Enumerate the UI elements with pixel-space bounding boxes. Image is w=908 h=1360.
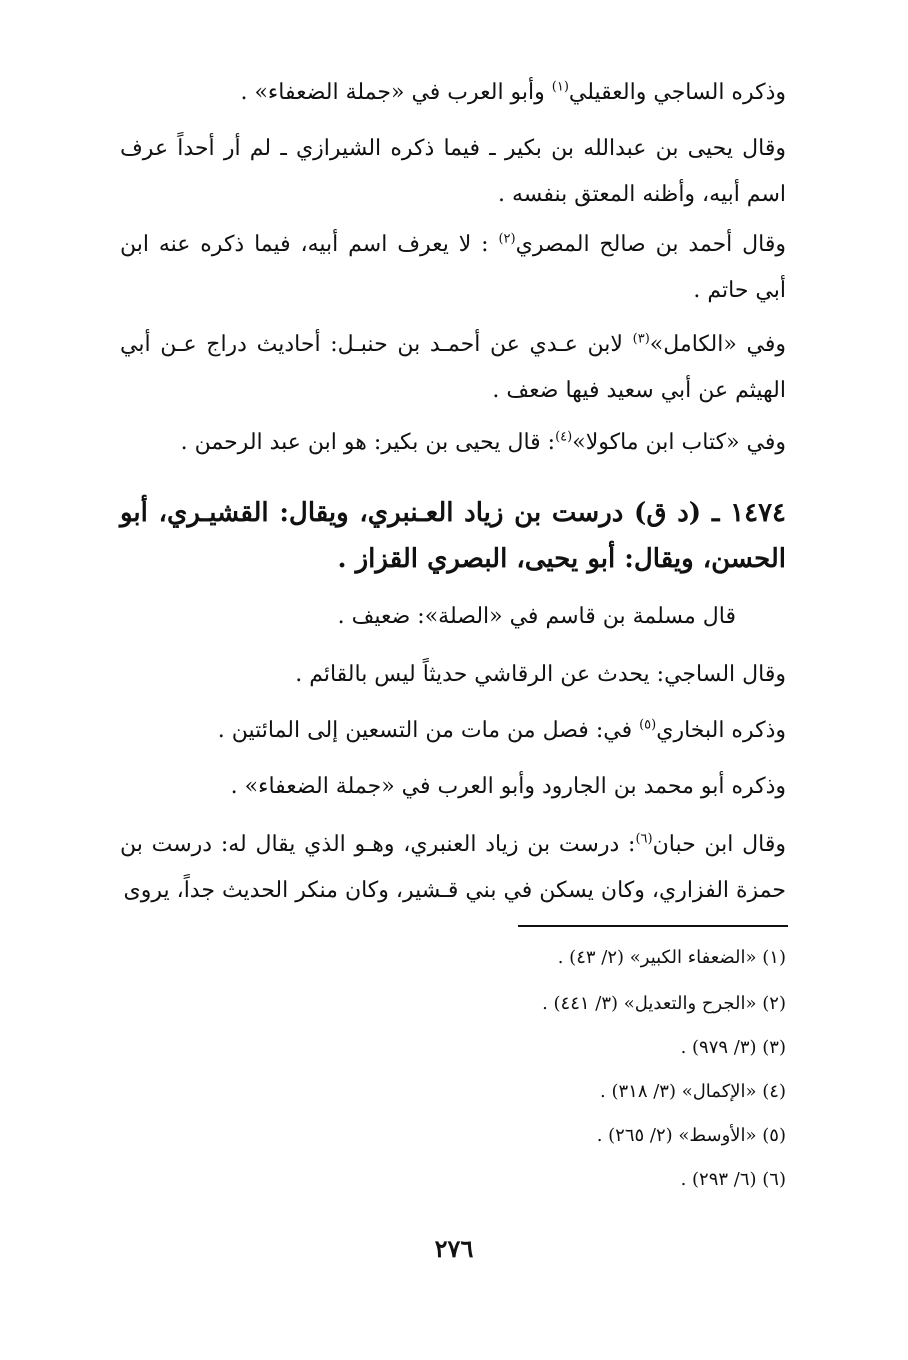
footnote-ref-6: (٦) — [635, 831, 653, 847]
footnote-4: (٤) «الإكمال» (٣/ ٣١٨) . — [600, 1081, 786, 1102]
page-number: ٢٧٦ — [434, 1234, 474, 1263]
footnote-ref-5: (٥) — [639, 717, 657, 733]
paragraph-3: وقال أحمد بن صالح المصري$^{(٢)}$ : لا يعرف اسم أبيه، فيما ذكره عنه ابن أبي حاتم . — [120, 231, 786, 303]
footnote-6: (٦) (٦/ ٢٩٣) . — [680, 1169, 786, 1190]
entry-paragraph-1: قال مسلمة بن قاسم في «الصلة»: ضعيف . — [337, 604, 736, 629]
entry-paragraph-4: وذكره أبو محمد بن الجارود وأبو العرب في «جملة الضعفاء» . — [230, 774, 786, 799]
footnote-ref-1: (١) — [551, 79, 569, 95]
footnote-separator — [518, 925, 788, 927]
footnote-1: (١) «الضعفاء الكبير» (٢/ ٤٣) . — [557, 947, 786, 968]
footnote-ref-4: (٤) — [555, 429, 573, 445]
entry-heading: ١٤٧٤ ـ (د ق) درست بن زياد العـنبري، ويقال: القشيـري، أبو الحسن، ويقال: أبو يحيى، البصري القزاز . — [120, 498, 786, 574]
footnote-ref-3: (٣) — [632, 331, 650, 347]
entry-paragraph-3: وذكره البخاري$^{(٥)}$ في: فصل من مات من التسعين إلى المائتين . — [217, 717, 786, 743]
entry-paragraph-5: وقال ابن حبان$^{(٦)}$: درست بن زياد العنبري، وهـو الذي يقال له: درست بن حمزة الفزاري، وكان يسكن في بني قـشير، وكان منكر الحديث جداً، يروى — [120, 831, 786, 903]
footnote-5: (٥) «الأوسط» (٢/ ٢٦٥) . — [596, 1125, 786, 1146]
footnote-ref-2: (٢) — [498, 231, 516, 247]
footnote-3: (٣) (٣/ ٩٧٩) . — [680, 1037, 786, 1058]
paragraph-4: وفي «الكامل»$^{(٣)}$ لابن عـدي عن أحمـد بن حنبـل: أحاديث دراج عـن أبي الهيثم عن أبي سعيد فيها ضعف . — [120, 331, 786, 403]
paragraph-1: وذكره الساجي والعقيلي$^{(١)}$ وأبو العرب في «جملة الضعفاء» . — [240, 79, 786, 105]
paragraph-2: وقال يحيى بن عبدالله بن بكير ـ فيما ذكره الشيرازي ـ لم أر أحداً عرف اسم أبيه، وأظنه المعتق بنفسه . — [120, 136, 786, 207]
footnote-2: (٢) «الجرح والتعديل» (٣/ ٤٤١) . — [542, 993, 786, 1014]
paragraph-5: وفي «كتاب ابن ماكولا»$^{(٤)}$: قال يحيى بن بكير: هو ابن عبد الرحمن . — [180, 429, 786, 455]
entry-paragraph-2: وقال الساجي: يحدث عن الرقاشي حديثاً ليس بالقائم . — [295, 662, 786, 687]
